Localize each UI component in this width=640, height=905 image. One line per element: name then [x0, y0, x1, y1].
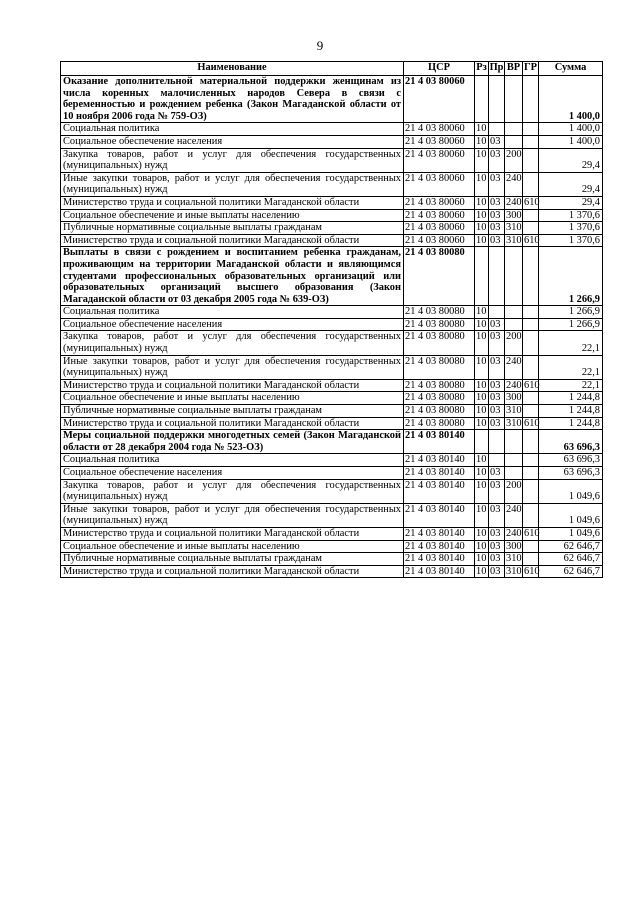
- cell-name: Иные закупки товаров, работ и услуг для обеспечения государственных (муниципальных) нужд: [61, 172, 404, 196]
- cell-pr: 03: [489, 318, 505, 331]
- header-name: Наименование: [61, 62, 404, 76]
- cell-name: Выплаты в связи с рождением и воспитанием ребенка гражданам, проживающим на территории Магаданской области и являющимся студентами профессиональных образовательных организаций или образовательных организаций высшего образования (Закон Магаданской области от 03 декабря 2005 года № 639-ОЗ): [61, 247, 404, 306]
- cell-csr: 21 4 03 80140: [404, 540, 475, 553]
- cell-sum: 1 049,6: [539, 479, 603, 503]
- cell-vr: 200: [505, 331, 523, 355]
- cell-pr: [489, 247, 505, 306]
- cell-name: Иные закупки товаров, работ и услуг для обеспечения государственных (муниципальных) нужд: [61, 355, 404, 379]
- cell-csr: 21 4 03 80080: [404, 331, 475, 355]
- cell-csr: 21 4 03 80060: [404, 222, 475, 235]
- cell-csr: 21 4 03 80140: [404, 467, 475, 480]
- cell-gr: [523, 454, 539, 467]
- cell-vr: 300: [506, 540, 522, 552]
- table-row: [61, 148, 603, 172]
- table-row: [61, 565, 603, 578]
- cell-csr: 21 4 03 80080: [404, 306, 475, 319]
- cell-pr: 03: [489, 503, 505, 527]
- cell-pr: 03: [489, 222, 505, 235]
- cell-pr: [489, 430, 505, 454]
- cell-csr: 21 4 03 80140: [404, 430, 475, 454]
- header-csr: ЦСР: [404, 62, 475, 76]
- cell-pr: 03: [489, 135, 505, 148]
- cell-pr: 03: [489, 553, 505, 566]
- cell-gr: [523, 467, 539, 480]
- cell-pr: 03: [489, 196, 505, 209]
- table-row: [61, 135, 603, 148]
- cell-rz: [475, 430, 489, 454]
- cell-sum: 63 696,3: [539, 430, 603, 454]
- cell-rz: 10: [475, 306, 489, 319]
- table-row: [61, 123, 603, 136]
- cell-name: Социальная политика: [61, 123, 404, 136]
- table-row: [61, 247, 603, 306]
- cell-rz: 10: [475, 222, 489, 235]
- table-row: [61, 417, 603, 430]
- cell-pr: [489, 76, 505, 123]
- cell-rz: 10: [475, 503, 489, 527]
- cell-pr: 03: [489, 148, 505, 172]
- cell-vr: 240: [505, 503, 523, 527]
- cell-sum: 1 049,6: [539, 503, 603, 527]
- cell-gr: [523, 392, 539, 405]
- table-row: [61, 454, 603, 467]
- cell-sum: 62 646,7: [539, 540, 603, 553]
- cell-gr: 610: [524, 234, 540, 246]
- cell-rz: 10: [475, 355, 489, 379]
- cell-name: Оказание дополнительной материальной поддержки женщинам из числа коренных малочисленных народов Севера в связи с беременностью и рождением ребенка (Закон Магаданской области от 10 ноября 2006 года № 759-ОЗ): [61, 76, 404, 123]
- cell-rz: 10: [475, 379, 489, 392]
- table-row: [61, 234, 603, 247]
- cell-gr: [523, 148, 539, 172]
- cell-rz: 10: [475, 527, 489, 540]
- cell-pr: 03: [489, 209, 505, 222]
- cell-pr: 03: [489, 405, 505, 418]
- cell-sum: 29,4: [539, 172, 603, 196]
- cell-pr: [489, 306, 505, 319]
- cell-name: Министерство труда и социальной политики Магаданской области: [61, 565, 404, 578]
- cell-vr: [505, 318, 523, 331]
- cell-gr: [523, 553, 539, 566]
- cell-csr: 21 4 03 80060: [404, 148, 475, 172]
- cell-vr: 200: [505, 148, 523, 172]
- cell-rz: [475, 76, 489, 123]
- cell-pr: 03: [489, 540, 505, 553]
- cell-gr: [523, 123, 539, 136]
- cell-sum: 29,4: [539, 148, 603, 172]
- cell-vr: 300: [506, 209, 522, 221]
- cell-rz: 10: [475, 196, 489, 209]
- cell-gr: [523, 306, 539, 319]
- cell-gr: [523, 430, 539, 454]
- cell-gr: [523, 76, 539, 123]
- cell-pr: 03: [489, 565, 505, 578]
- cell-rz: [475, 247, 489, 306]
- cell-csr: 21 4 03 80140: [404, 503, 475, 527]
- cell-sum: 1 400,0: [539, 123, 603, 136]
- cell-gr: [523, 318, 539, 331]
- cell-pr: 03: [489, 379, 505, 392]
- cell-gr: 610: [524, 379, 540, 391]
- header-rz: Рз: [475, 62, 489, 76]
- table-body: [61, 76, 603, 578]
- cell-name: Социальное обеспечение населения: [61, 467, 404, 480]
- cell-sum: 1 266,9: [539, 306, 603, 319]
- cell-vr: 240: [506, 196, 522, 208]
- cell-rz: 10: [475, 392, 489, 405]
- cell-csr: 21 4 03 80140: [404, 553, 475, 566]
- cell-name: Социальное обеспечение и иные выплаты населению: [61, 209, 404, 222]
- cell-rz: 10: [475, 454, 489, 467]
- cell-vr: [505, 306, 523, 319]
- cell-name: Министерство труда и социальной политики Магаданской области: [61, 379, 404, 392]
- cell-csr: 21 4 03 80060: [404, 135, 475, 148]
- table-header-row: [61, 62, 603, 76]
- cell-sum: 1 266,9: [539, 318, 603, 331]
- cell-gr: [523, 222, 539, 235]
- cell-rz: 10: [475, 135, 489, 148]
- header-pr: Пр: [489, 62, 505, 76]
- cell-name: Социальное обеспечение населения: [61, 135, 404, 148]
- cell-gr: [523, 355, 539, 379]
- cell-vr: [505, 123, 523, 136]
- cell-pr: 03: [489, 331, 505, 355]
- cell-vr: 310: [506, 565, 522, 577]
- cell-name: Публичные нормативные социальные выплаты гражданам: [61, 222, 404, 235]
- cell-name: Министерство труда и социальной политики Магаданской области: [61, 196, 404, 209]
- cell-sum: 1 400,0: [539, 135, 603, 148]
- table-row: [61, 222, 603, 235]
- cell-name: Иные закупки товаров, работ и услуг для обеспечения государственных (муниципальных) нужд: [61, 503, 404, 527]
- cell-pr: 03: [489, 234, 505, 247]
- cell-name: Публичные нормативные социальные выплаты гражданам: [61, 405, 404, 418]
- cell-rz: 10: [475, 540, 489, 553]
- cell-name: Министерство труда и социальной политики Магаданской области: [61, 527, 404, 540]
- cell-sum: 1 244,8: [539, 392, 603, 405]
- cell-name: Публичные нормативные социальные выплаты гражданам: [61, 553, 404, 566]
- cell-vr: 300: [506, 392, 522, 404]
- table-row: [61, 527, 603, 540]
- table-row: [61, 209, 603, 222]
- cell-pr: [489, 123, 505, 136]
- cell-vr: 310: [506, 222, 522, 234]
- table-row: [61, 503, 603, 527]
- cell-gr: 610: [524, 565, 540, 577]
- table-row: [61, 331, 603, 355]
- cell-name: Министерство труда и социальной политики Магаданской области: [61, 417, 404, 430]
- cell-pr: 03: [489, 479, 505, 503]
- cell-gr: 610: [524, 196, 540, 208]
- cell-name: Социальная политика: [61, 306, 404, 319]
- cell-vr: [505, 454, 523, 467]
- cell-rz: 10: [475, 209, 489, 222]
- cell-name: Социальная политика: [61, 454, 404, 467]
- cell-sum: 1 370,6: [539, 209, 603, 222]
- cell-csr: 21 4 03 80080: [404, 379, 475, 392]
- cell-sum: 22,1: [539, 331, 603, 355]
- cell-rz: 10: [475, 565, 489, 578]
- cell-gr: [523, 172, 539, 196]
- table-row: [61, 355, 603, 379]
- table-row: [61, 479, 603, 503]
- cell-rz: 10: [475, 123, 489, 136]
- table-row: [61, 540, 603, 553]
- cell-rz: 10: [475, 405, 489, 418]
- cell-sum: 62 646,7: [539, 565, 603, 578]
- cell-vr: [505, 430, 523, 454]
- cell-csr: 21 4 03 80140: [404, 479, 475, 503]
- cell-gr: [523, 209, 539, 222]
- cell-csr: 21 4 03 80060: [404, 196, 475, 209]
- cell-rz: 10: [475, 172, 489, 196]
- cell-rz: 10: [475, 331, 489, 355]
- table-row: [61, 379, 603, 392]
- table-row: [61, 306, 603, 319]
- cell-vr: 240: [506, 527, 522, 539]
- cell-gr: 610: [524, 527, 540, 539]
- cell-pr: 03: [489, 392, 505, 405]
- cell-vr: 310: [506, 405, 522, 417]
- cell-gr: 610: [524, 417, 540, 429]
- cell-sum: 63 696,3: [539, 467, 603, 480]
- table-row: [61, 76, 603, 123]
- cell-sum: 22,1: [539, 355, 603, 379]
- table-row: [61, 405, 603, 418]
- table-row: [61, 196, 603, 209]
- cell-sum: 22,1: [539, 379, 603, 392]
- cell-pr: 03: [489, 467, 505, 480]
- cell-pr: 03: [489, 172, 505, 196]
- cell-pr: 03: [489, 355, 505, 379]
- cell-vr: 310: [506, 417, 522, 429]
- cell-sum: 63 696,3: [539, 454, 603, 467]
- cell-csr: 21 4 03 80060: [404, 76, 475, 123]
- table-row: [61, 553, 603, 566]
- cell-vr: [505, 247, 523, 306]
- cell-csr: 21 4 03 80140: [404, 454, 475, 467]
- cell-sum: 1 244,8: [539, 405, 603, 418]
- cell-name: Меры социальной поддержки многодетных семей (Закон Магаданской области от 28 декабря 2004 года № 523-ОЗ): [61, 430, 404, 454]
- cell-sum: 62 646,7: [539, 553, 603, 566]
- cell-rz: 10: [475, 479, 489, 503]
- cell-name: Закупка товаров, работ и услуг для обеспечения государственных (муниципальных) нужд: [61, 331, 404, 355]
- cell-sum: 1 049,6: [539, 527, 603, 540]
- cell-vr: 200: [505, 479, 523, 503]
- cell-name: Социальное обеспечение и иные выплаты населению: [61, 540, 404, 553]
- cell-vr: [505, 467, 523, 480]
- cell-sum: 1 400,0: [539, 76, 603, 123]
- table-row: [61, 392, 603, 405]
- table-row: [61, 430, 603, 454]
- cell-vr: 240: [505, 355, 523, 379]
- cell-name: Закупка товаров, работ и услуг для обеспечения государственных (муниципальных) нужд: [61, 479, 404, 503]
- cell-csr: 21 4 03 80080: [404, 417, 475, 430]
- cell-pr: 03: [489, 527, 505, 540]
- cell-rz: 10: [475, 467, 489, 480]
- page-number: 9: [316, 38, 324, 53]
- header-vr: ВР: [505, 62, 523, 76]
- cell-vr: 310: [506, 553, 522, 565]
- cell-sum: 1 370,6: [539, 234, 603, 247]
- cell-gr: [523, 331, 539, 355]
- cell-pr: 03: [489, 417, 505, 430]
- header-sum: Сумма: [539, 62, 603, 76]
- header-gr: ГР: [523, 62, 539, 76]
- cell-gr: [523, 405, 539, 418]
- cell-csr: 21 4 03 80060: [404, 172, 475, 196]
- cell-csr: 21 4 03 80080: [404, 392, 475, 405]
- cell-csr: 21 4 03 80080: [404, 247, 475, 306]
- cell-gr: [523, 479, 539, 503]
- cell-rz: 10: [475, 417, 489, 430]
- cell-gr: [523, 503, 539, 527]
- budget-table: [60, 61, 603, 578]
- cell-gr: [523, 540, 539, 553]
- cell-csr: 21 4 03 80060: [404, 209, 475, 222]
- cell-csr: 21 4 03 80060: [404, 123, 475, 136]
- cell-sum: 1 244,8: [539, 417, 603, 430]
- cell-csr: 21 4 03 80140: [404, 527, 475, 540]
- table-row: [61, 172, 603, 196]
- cell-pr: [489, 454, 505, 467]
- cell-name: Социальное обеспечение и иные выплаты населению: [61, 392, 404, 405]
- cell-gr: [523, 247, 539, 306]
- cell-name: Министерство труда и социальной политики Магаданской области: [61, 234, 404, 247]
- table-row: [61, 318, 603, 331]
- cell-vr: 240: [506, 379, 522, 391]
- cell-csr: 21 4 03 80080: [404, 405, 475, 418]
- cell-csr: 21 4 03 80060: [404, 234, 475, 247]
- cell-csr: 21 4 03 80080: [404, 355, 475, 379]
- cell-vr: [505, 76, 523, 123]
- cell-sum: 1 370,6: [539, 222, 603, 235]
- cell-rz: 10: [475, 553, 489, 566]
- cell-vr: [505, 135, 523, 148]
- cell-name: Социальное обеспечение населения: [61, 318, 404, 331]
- cell-vr: 240: [505, 172, 523, 196]
- cell-csr: 21 4 03 80080: [404, 318, 475, 331]
- cell-csr: 21 4 03 80140: [404, 565, 475, 578]
- cell-rz: 10: [475, 148, 489, 172]
- cell-sum: 1 266,9: [539, 247, 603, 306]
- cell-gr: [523, 135, 539, 148]
- cell-rz: 10: [475, 318, 489, 331]
- table-row: [61, 467, 603, 480]
- cell-vr: 310: [506, 234, 522, 246]
- cell-rz: 10: [475, 234, 489, 247]
- cell-sum: 29,4: [539, 196, 603, 209]
- cell-name: Закупка товаров, работ и услуг для обеспечения государственных (муниципальных) нужд: [61, 148, 404, 172]
